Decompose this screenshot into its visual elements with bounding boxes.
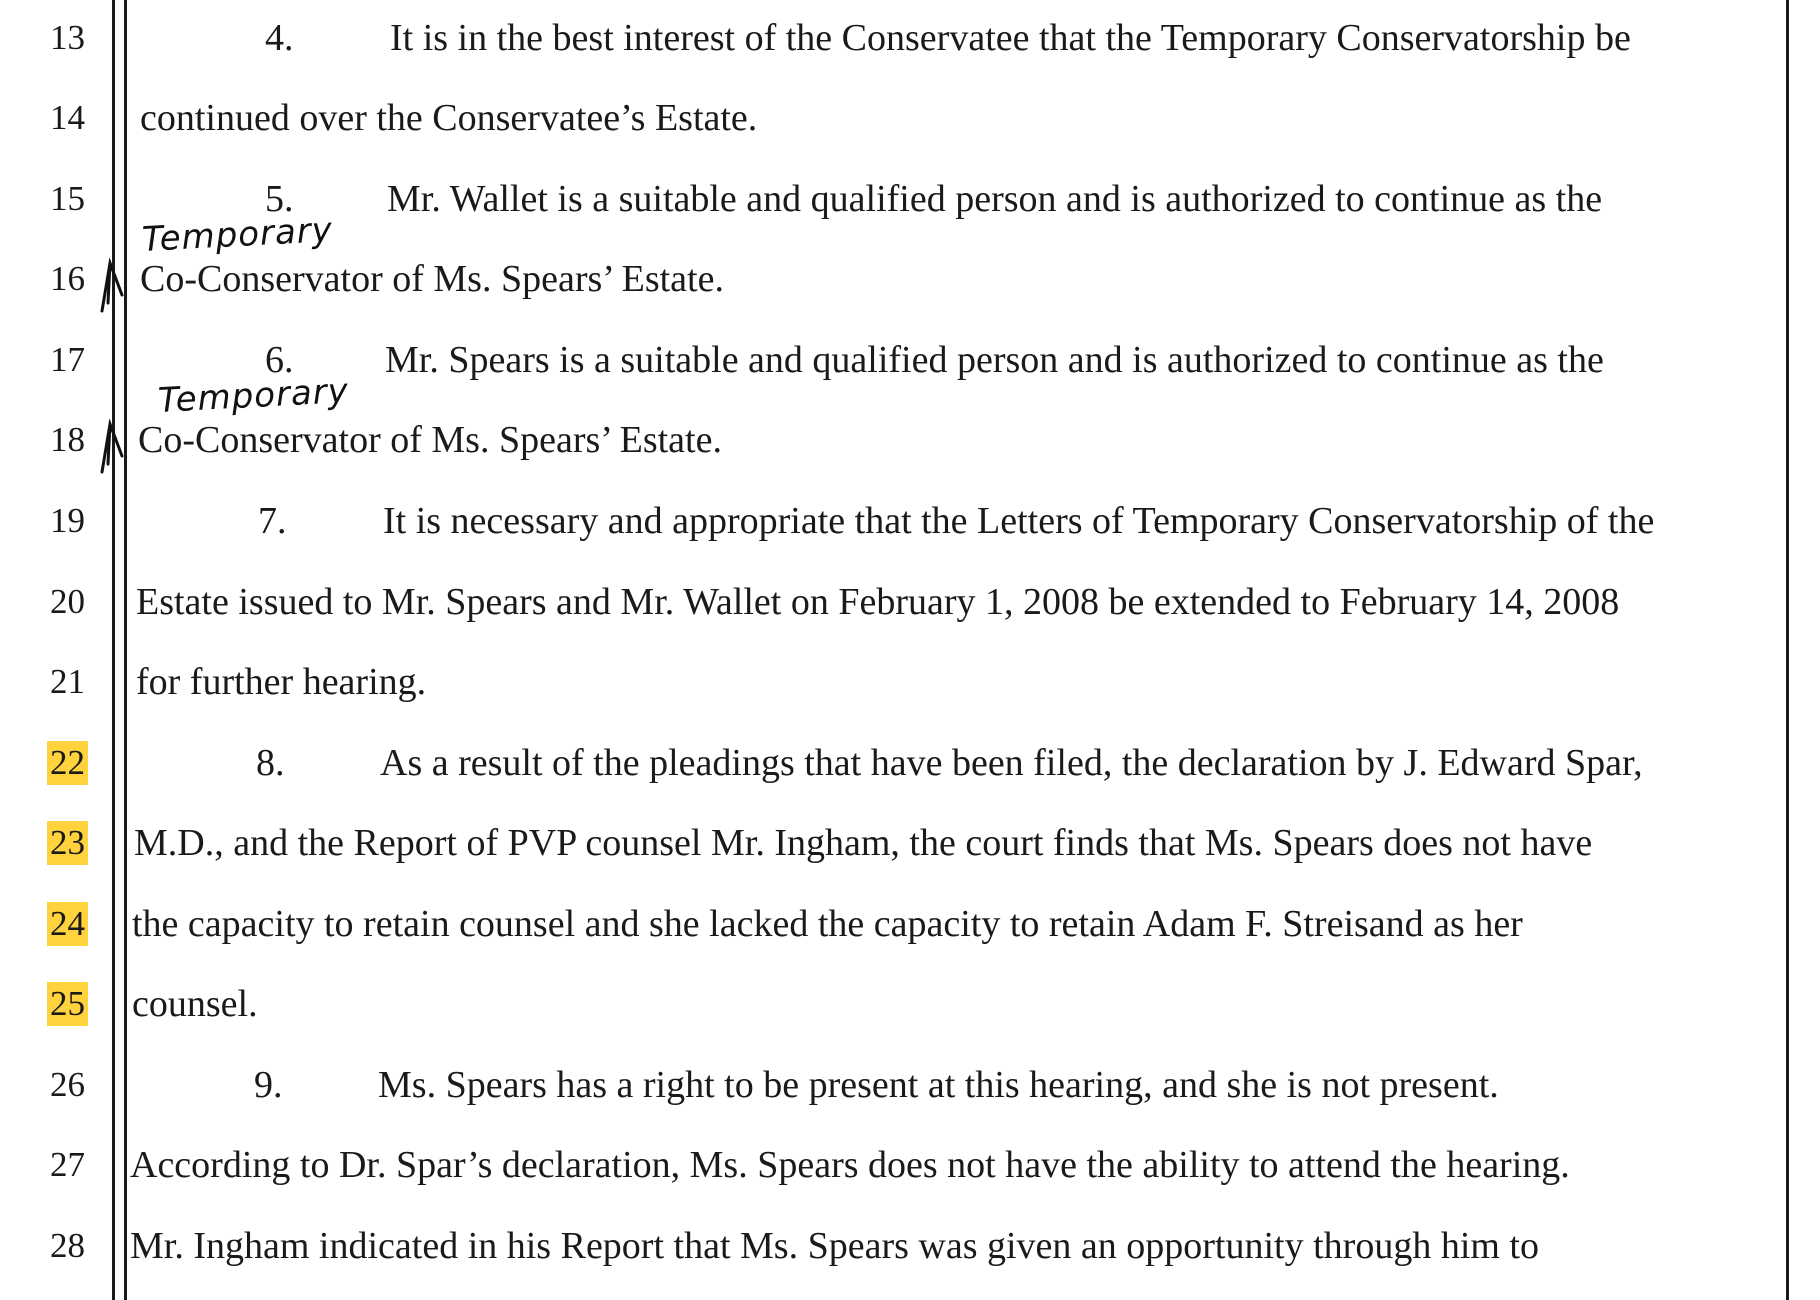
- paragraph-text: It is in the best interest of the Conservatee that the Temporary Conservatorship be: [390, 17, 1631, 59]
- handwritten-insert: Temporary: [157, 371, 350, 421]
- left-margin-rule-outer: [112, 0, 115, 1300]
- paragraph-text: the capacity to retain counsel and she lacked the capacity to retain Adam F. Streisand as her: [132, 903, 1523, 945]
- line-number: 16: [50, 259, 85, 298]
- paragraph-text: continued over the Conservatee’s Estate.: [140, 97, 758, 139]
- paragraph-text: M.D., and the Report of PVP counsel Mr. Ingham, the court finds that Ms. Spears does not have: [134, 822, 1593, 864]
- left-margin-rule-inner: [124, 0, 127, 1300]
- paragraph-number: 7.: [258, 500, 287, 542]
- line-number-highlighted: 22: [47, 741, 88, 785]
- line-number: 18: [50, 420, 85, 459]
- line-number: 15: [50, 179, 85, 218]
- line-number-highlighted: 24: [47, 902, 88, 946]
- paragraph-text: Ms. Spears has a right to be present at this hearing, and she is not present.: [378, 1064, 1499, 1106]
- line-number-highlighted: 23: [47, 821, 88, 865]
- paragraph-text: Co-Conservator of Ms. Spears’ Estate.: [140, 258, 724, 300]
- line-number: 21: [50, 662, 85, 701]
- paragraph-text: Mr. Spears is a suitable and qualified person and is authorized to continue as the: [385, 339, 1604, 381]
- paragraph-number: 4.: [265, 17, 294, 59]
- paragraph-text: According to Dr. Spar’s declaration, Ms. Spears does not have the ability to attend the hearing.: [130, 1144, 1570, 1186]
- paragraph-number: 8.: [256, 742, 285, 784]
- paragraph-text: for further hearing.: [136, 661, 427, 703]
- line-number: 19: [50, 501, 85, 540]
- paragraph-text: Co-Conservator of Ms. Spears’ Estate.: [138, 419, 722, 461]
- paragraph-text: Mr. Ingham indicated in his Report that Ms. Spears was given an opportunity through him to: [130, 1225, 1539, 1267]
- right-margin-rule: [1786, 0, 1789, 1300]
- insertion-caret-icon: [96, 416, 130, 476]
- line-number: 20: [50, 582, 85, 621]
- line-number: 27: [50, 1145, 85, 1184]
- paragraph-text: Mr. Wallet is a suitable and qualified person and is authorized to continue as the: [387, 178, 1603, 220]
- insertion-caret-icon: [96, 255, 130, 315]
- handwritten-insert: Temporary: [141, 210, 334, 260]
- line-number-highlighted: 25: [47, 982, 88, 1026]
- line-number: 17: [50, 340, 85, 379]
- paragraph-number: 9.: [254, 1064, 283, 1106]
- paragraph-text: counsel.: [132, 983, 258, 1025]
- paragraph-text: It is necessary and appropriate that the Letters of Temporary Conservatorship of the: [383, 500, 1655, 542]
- line-number: 14: [50, 98, 85, 137]
- line-number: 26: [50, 1065, 85, 1104]
- line-number: 28: [50, 1226, 85, 1265]
- paragraph-number: 5.: [265, 178, 294, 220]
- paragraph-text: Estate issued to Mr. Spears and Mr. Wallet on February 1, 2008 be extended to February 14, 2008: [136, 581, 1620, 623]
- paragraph-number: 6.: [265, 339, 294, 381]
- paragraph-text: As a result of the pleadings that have been filed, the declaration by J. Edward Spar,: [380, 742, 1643, 784]
- line-number: 13: [50, 18, 85, 57]
